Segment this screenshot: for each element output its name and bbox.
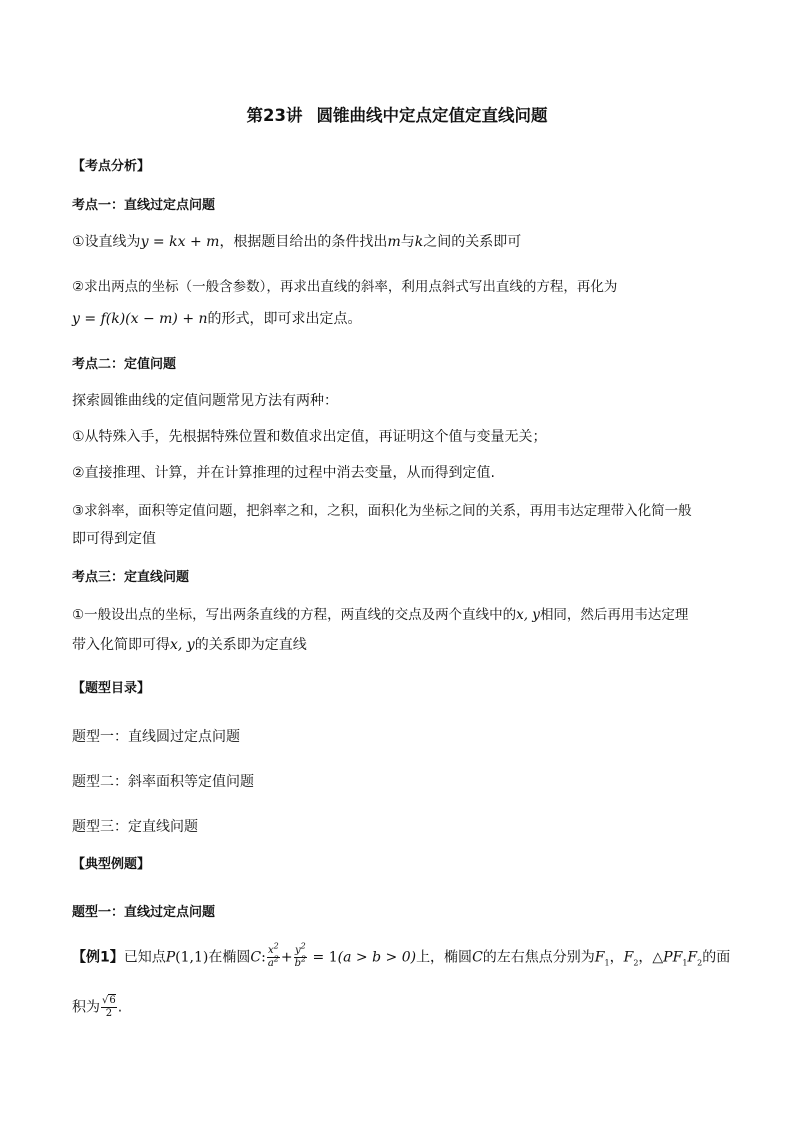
lecture-topic: 圆锥曲线中定点定值定直线问题: [316, 106, 548, 125]
point3-line1: ①一般设出点的坐标，写出两条直线的方程，两直线的交点及两个直线中的x, y相同，然后再用韦达定理: [72, 607, 689, 623]
page-title: [0, 106, 794, 126]
catalog-item-2: 题型二：斜率面积等定值问题: [72, 774, 254, 790]
point2-heading: 考点二：定值问题: [72, 357, 177, 372]
fraction-y2-b2: $\frac{y^2}{b^2}$: [294, 941, 307, 969]
example1-line2: 积为 $\frac{√6}{2}$ .: [72, 995, 123, 1019]
point1-item2-line2: y = f(k)(x − m) + n的形式，即可求出定点。: [72, 311, 362, 327]
point3-line2: 带入化简即可得x, y的关系即为定直线: [72, 637, 307, 653]
point2-item1: ①从特殊入手，先根据特殊位置和数值求出定值，再证明这个值与变量无关；: [72, 429, 547, 445]
catalog-header: 【题型目录】: [72, 681, 151, 696]
analysis-header: 【考点分析】: [72, 159, 151, 174]
point2-item2: ②直接推理、计算，并在计算推理的过程中消去变量，从而得到定值.: [72, 465, 495, 481]
example1-label: 【例1】: [72, 949, 124, 966]
lecture-number: 第23讲: [246, 106, 303, 125]
point2-item3-line1: ③求斜率，面积等定值问题，把斜率之和，之积，面积化为坐标之间的关系，再用韦达定理带入化简一般: [72, 503, 692, 519]
examples-header: 【典型例题】: [72, 857, 151, 872]
catalog-item-1: 题型一：直线圆过定点问题: [72, 729, 240, 745]
point1-heading: 考点一：直线过定点问题: [72, 198, 216, 213]
example1-line1: 【例1】已知点P(1,1)在椭圆C: $\frac{x^2}{a^2}$ + $\frac{y^2}{b^2}$ = 1(a > b > 0)上，椭圆C的左右焦点分别为$F_1$，$F_2$，$\triangle PF_1F_2$的面: [72, 941, 731, 969]
fraction-sqrt6-over-2: $\frac{√6}{2}$: [102, 995, 116, 1019]
point3-heading: 考点三：定直线问题: [72, 570, 190, 585]
point1-item1: ①设直线为y = kx + m，根据题目给出的条件找出m与k之间的关系即可: [72, 234, 522, 250]
point2-item3-line2: 即可得到定值: [72, 531, 156, 547]
point2-intro: 探索圆锥曲线的定值问题常见方法有两种：: [72, 393, 338, 409]
catalog-item-3: 题型三：定直线问题: [72, 819, 198, 835]
fraction-x2-a2: $\frac{x^2}{a^2}$: [267, 941, 279, 969]
point1-item2-line1: ②求出两点的坐标（一般含参数），再求出直线的斜率，利用点斜式写出直线的方程，再化为: [72, 279, 618, 295]
type1-heading: 题型一：直线过定点问题: [72, 905, 216, 920]
